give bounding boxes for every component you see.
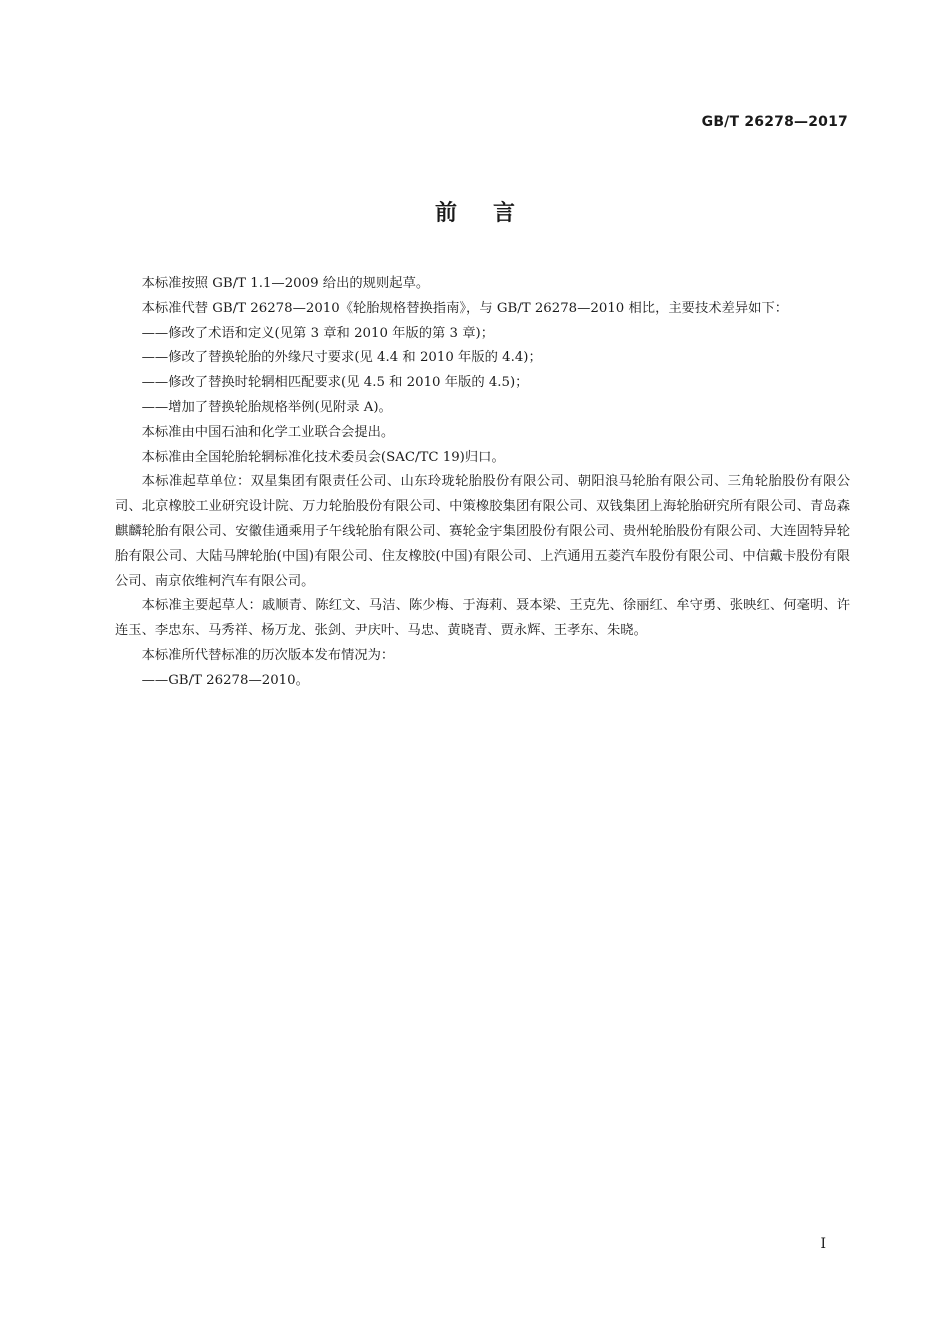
- paragraph-drafting-rules: 本标准按照 GB/T 1.1—2009 给出的规则起草。: [141, 276, 430, 291]
- paragraph-replacement: 本标准代替 GB/T 26278—2010《轮胎规格替换指南》，与 GB/T 26278—2010 相比，主要技术差异如下：: [141, 300, 789, 316]
- list-item: ——GB/T 26278—2010。: [141, 672, 309, 688]
- page-title: 前言: [434, 201, 551, 226]
- paragraph-drafting-units: 本标准起草单位：双星集团有限责任公司、山东玲珑轮胎股份有限公司、朝阳浪马轮胎有限公司、三角轮胎股份有限公司、北京橡胶工业研究设计院、万力轮胎股份有限公司、中策橡胶集团有限公司、双钱集团上海轮胎研究所有限公司、青岛森麒麟轮胎有限公司、安徽佳通乘用子午线轮胎有限公司、赛轮金宇集团股份有限公司、贵州轮胎股份有限公司、大连固特异轮胎有限公司、大陆马牌轮胎(中国)有限公司、住友橡胶(中国)有限公司、上汽通用五菱汽车股份有限公司、中信戴卡股份有限公司、南京依维柯汽车有限公司。: [115, 474, 850, 589]
- page-number: I: [820, 1236, 826, 1252]
- document-body: [115, 272, 850, 694]
- paragraph-committee: 本标准由全国轮胎轮辋标准化技术委员会(SAC/TC 19)归口。: [141, 449, 505, 465]
- standard-code: GB/T 26278—2017: [701, 114, 848, 130]
- list-item: ——修改了替换轮胎的外缘尺寸要求(见 4.4 和 2010 年版的 4.4)；: [141, 350, 542, 366]
- paragraph-history: 本标准所代替标准的历次版本发布情况为：: [141, 647, 395, 663]
- paragraph-proposer: 本标准由中国石油和化学工业联合会提出。: [141, 424, 395, 440]
- list-item: ——修改了替换时轮辋相匹配要求(见 4.5 和 2010 年版的 4.5)；: [141, 375, 529, 391]
- list-item: ——增加了替换轮胎规格举例(见附录 A)。: [141, 399, 392, 415]
- paragraph-drafters: 本标准主要起草人：戚顺青、陈红文、马洁、陈少梅、于海莉、聂本梁、王克先、徐丽红、牟守勇、张映红、何毫明、许连玉、李忠东、马秀祥、杨万龙、张剑、尹庆叶、马忠、黄晓青、贾永辉、王孝东、朱晓。: [115, 598, 850, 639]
- list-item: ——修改了术语和定义(见第 3 章和 2010 年版的第 3 章)；: [141, 325, 495, 341]
